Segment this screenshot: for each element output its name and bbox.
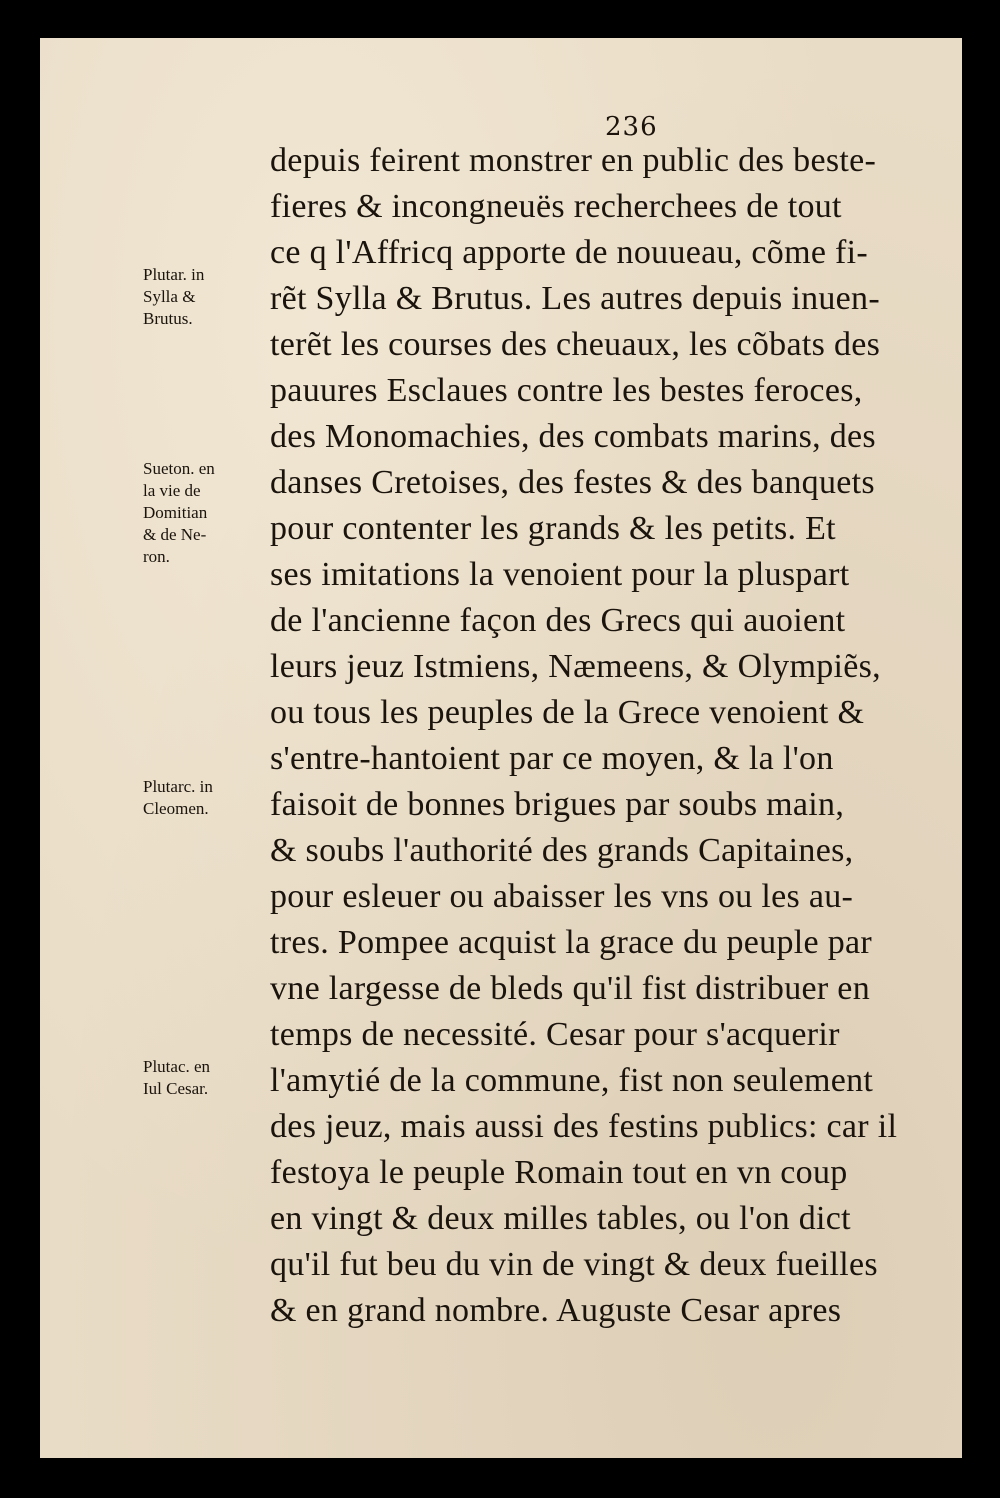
margin-note-line: & de Ne-: [143, 525, 207, 544]
margin-note-plutarch-sylla: [143, 264, 204, 330]
text-line: depuis feirent monstrer en public des beste-: [270, 142, 877, 179]
text-line: temps de necessité. Cesar pour s'acquerir: [270, 1016, 840, 1053]
text-line: vne largesse de bleds qu'il fist distribuer en: [270, 970, 871, 1007]
text-line: pour esleuer ou abaisser les vns ou les au-: [270, 878, 854, 915]
margin-note-line: Iul Cesar.: [143, 1079, 209, 1098]
text-line: s'entre-hantoient par ce moyen, & la l'on: [270, 740, 834, 777]
margin-note-line: Domitian: [143, 503, 208, 522]
text-line: fieres & incongneuës recherchees de tout: [270, 188, 842, 225]
text-line: pour contenter les grands & les petits. Et: [270, 510, 836, 547]
text-line: ou tous les peuples de la Grece venoient &: [270, 694, 865, 731]
margin-note-line: Plutac. en: [143, 1057, 211, 1076]
text-line: danses Cretoises, des festes & des banquets: [270, 464, 875, 501]
page-number: 236: [605, 112, 658, 142]
text-line: ses imitations la venoient pour la pluspart: [270, 556, 850, 593]
text-line: des jeuz, mais aussi des festins publics: car il: [270, 1108, 898, 1145]
margin-note-suetonius: [143, 458, 215, 568]
text-line: faisoit de bonnes brigues par soubs main,: [270, 786, 845, 823]
text-line: pauures Esclaues contre les bestes feroces,: [270, 372, 863, 409]
text-line: des Monomachies, des combats marins, des: [270, 418, 876, 455]
text-line: de l'ancienne façon des Grecs qui auoient: [270, 602, 846, 639]
margin-note-line: Plutarc. in: [143, 777, 213, 796]
text-line: terẽt les courses des cheuaux, les cõbats des: [270, 326, 881, 363]
text-line: festoya le peuple Romain tout en vn coup: [270, 1154, 848, 1191]
text-line: ce q l'Affricq apporte de nouueau, cõme fi-: [270, 234, 869, 271]
margin-note-line: Sylla &: [143, 287, 196, 306]
margin-note-line: la vie de: [143, 481, 201, 500]
margin-note-plutarch-caesar: [143, 1056, 210, 1100]
text-line: & en grand nombre. Auguste Cesar apres: [270, 1292, 842, 1329]
text-line: & soubs l'authorité des grands Capitaines,: [270, 832, 854, 869]
margin-note-line: Plutar. in: [143, 265, 205, 284]
margin-note-plutarch-cleomenes: [143, 776, 213, 820]
margin-note-line: ron.: [143, 547, 170, 566]
text-line: qu'il fut beu du vin de vingt & deux fueilles: [270, 1246, 878, 1283]
text-line: rẽt Sylla & Brutus. Les autres depuis inuen-: [270, 280, 880, 317]
text-line: en vingt & deux milles tables, ou l'on dict: [270, 1200, 851, 1237]
margin-note-line: Cleomen.: [143, 799, 209, 818]
text-line: tres. Pompee acquist la grace du peuple par: [270, 924, 873, 961]
text-line: l'amytié de la commune, fist non seulement: [270, 1062, 874, 1099]
book-page: [40, 38, 962, 1458]
margin-note-line: Sueton. en: [143, 459, 215, 478]
margin-note-line: Brutus.: [143, 309, 193, 328]
main-text-block: [270, 138, 962, 1334]
text-line: leurs jeuz Istmiens, Næmeens, & Olympiẽs,: [270, 648, 881, 685]
